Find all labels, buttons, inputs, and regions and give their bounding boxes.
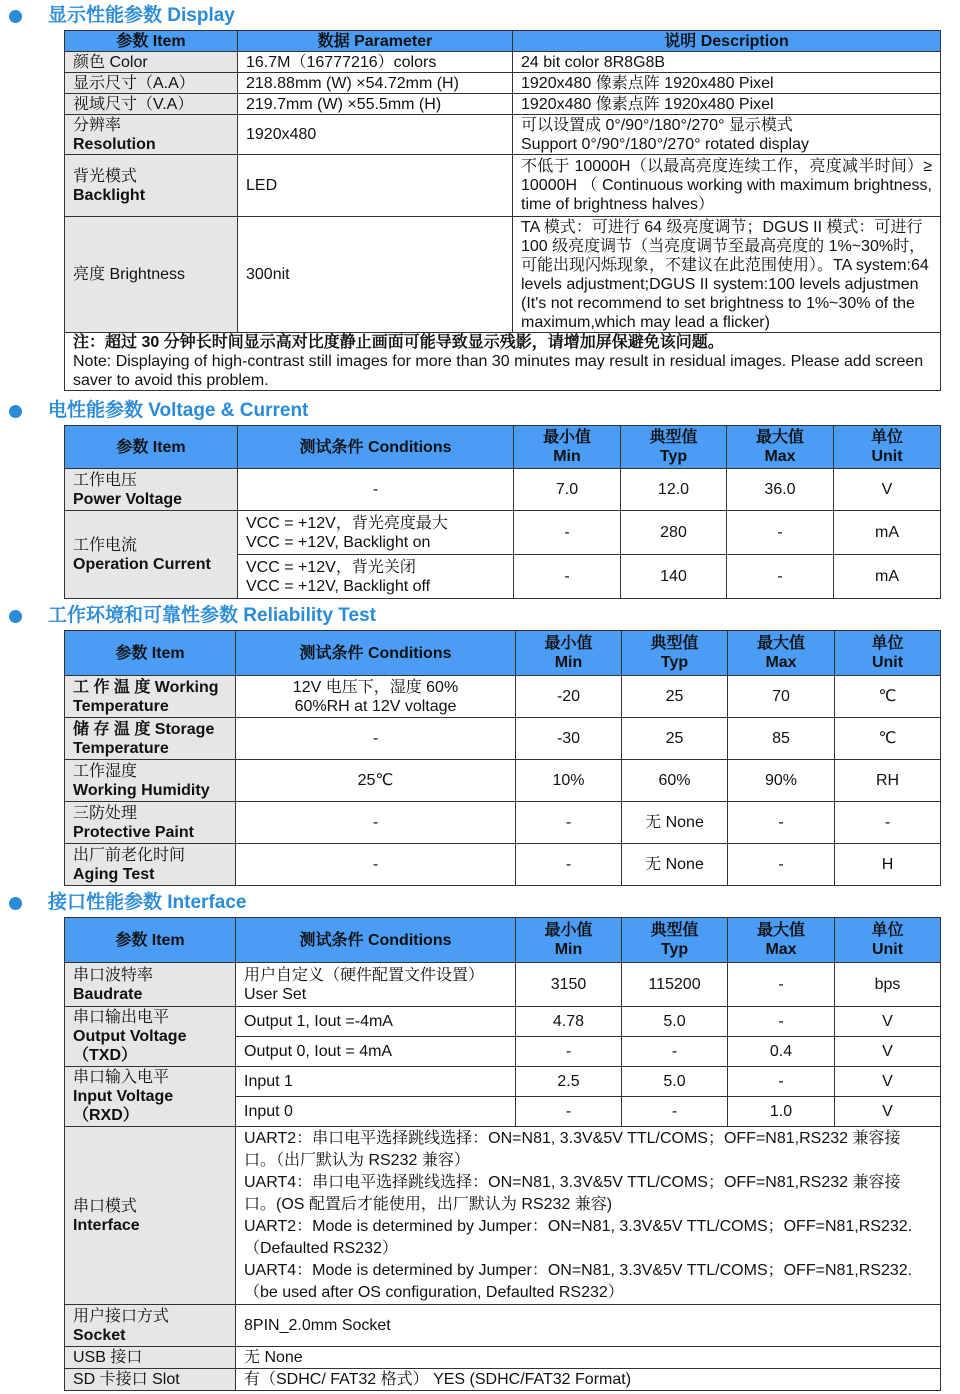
row-unit: - xyxy=(835,802,941,844)
section-reliability-heading xyxy=(0,604,960,628)
header-conditions: 测试条件 Conditions xyxy=(238,426,514,469)
table-row xyxy=(65,1305,941,1347)
row-unit: mA xyxy=(834,555,941,599)
table-row xyxy=(65,1369,941,1391)
row-cond: VCC = +12V，背光亮度最大 VCC = +12V, Backlight on xyxy=(238,511,514,555)
row-typ: 5.0 xyxy=(622,1007,728,1037)
section-title: 电性能参数 Voltage & Current xyxy=(48,400,309,421)
row-cond: - xyxy=(236,802,516,844)
row-min: 7.0 xyxy=(514,469,621,511)
header-typ: 典型值 Typ xyxy=(622,631,728,676)
table-row xyxy=(65,963,941,1007)
row-max: 36.0 xyxy=(727,469,834,511)
row-cond: - xyxy=(238,469,514,511)
table-row xyxy=(65,1067,941,1097)
row-max: 1.0 xyxy=(728,1097,835,1127)
row-mode-desc xyxy=(236,1127,941,1305)
row-item: 背光模式 Backlight xyxy=(65,155,238,217)
voltage-table xyxy=(64,425,941,599)
display-table xyxy=(64,30,941,391)
row-max: - xyxy=(728,844,835,886)
row-unit: H xyxy=(835,844,941,886)
row-desc: 1920x480 像素点阵 1920x480 Pixel xyxy=(513,73,941,94)
row-typ: 140 xyxy=(621,555,727,599)
note-cell xyxy=(65,333,941,391)
row-item: 串口波特率 Baudrate xyxy=(65,963,236,1007)
row-unit: V xyxy=(835,1007,941,1037)
mode-line: UART2：Mode is determined by Jumper：ON=N81, 3.3V&5V TTL/COMS；OFF=N81,RS232.（Defaulted RS232） xyxy=(244,1217,913,1257)
header-conditions: 测试条件 Conditions xyxy=(236,918,516,963)
row-unit: ℃ xyxy=(835,676,941,718)
row-value: 有（SDHC/ FAT32 格式） YES (SDHC/FAT32 Format) xyxy=(236,1369,941,1391)
header-item: 参数 Item xyxy=(65,631,236,676)
table-row xyxy=(65,217,941,333)
row-unit: V xyxy=(835,1097,941,1127)
row-desc: TA 模式：可进行 64 级亮度调节；DGUS II 模式：可进行 100 级亮度调节（当亮度调节至最高亮度的 1%~30%时，可能出现闪烁现象，不建议在此范围使用）。TA system:64 levels adjustment;DGUS II system:100 levels adjustmen (It's not recommend to set brightness to 1%~30% of the maximum,which may lead a flicker) xyxy=(513,217,941,333)
header-unit: 单位 Unit xyxy=(834,426,941,469)
header-unit: 单位 Unit xyxy=(835,631,941,676)
table-row xyxy=(65,469,941,511)
row-item: 工作电压 Power Voltage xyxy=(65,469,238,511)
header-item: 参数 Item xyxy=(65,31,238,52)
row-param: LED xyxy=(238,155,513,217)
row-desc: 可以设置成 0°/90°/180°/270° 显示模式 Support 0°/90°/180°/270° rotated display xyxy=(513,115,941,155)
row-max: 90% xyxy=(728,760,835,802)
row-param: 219.7mm (W) ×55.5mm (H) xyxy=(238,94,513,115)
row-item: 显示尺寸（A.A） xyxy=(65,73,238,94)
row-typ: - xyxy=(622,1097,728,1127)
header-item: 参数 Item xyxy=(65,918,236,963)
section-voltage-heading xyxy=(0,399,960,423)
row-min: 4.78 xyxy=(516,1007,622,1037)
row-min: 3150 xyxy=(516,963,622,1007)
row-item: 储 存 温 度 Storage Temperature xyxy=(65,718,236,760)
section-title: 接口性能参数 Interface xyxy=(48,892,247,913)
row-item: 串口输出电平 Output Voltage （TXD） xyxy=(65,1007,236,1067)
row-typ: 25 xyxy=(622,676,728,718)
row-param: 300nit xyxy=(238,217,513,333)
row-typ: 无 None xyxy=(622,802,728,844)
interface-table xyxy=(64,917,941,1391)
bullet-icon xyxy=(9,897,22,910)
row-item: 串口模式 Interface xyxy=(65,1127,236,1305)
section-interface-heading xyxy=(0,891,960,915)
header-typ: 典型值 Typ xyxy=(621,426,727,469)
header-conditions: 测试条件 Conditions xyxy=(236,631,516,676)
row-min: 2.5 xyxy=(516,1067,622,1097)
row-item: 视域尺寸（V.A） xyxy=(65,94,238,115)
table-header-row xyxy=(65,631,941,676)
row-cond: Output 1, Iout =-4mA xyxy=(236,1007,516,1037)
row-typ: - xyxy=(622,1037,728,1067)
row-max: - xyxy=(727,555,834,599)
header-min: 最小值 Min xyxy=(516,918,622,963)
row-unit: bps xyxy=(835,963,941,1007)
row-typ: 5.0 xyxy=(622,1067,728,1097)
row-item: 分辨率 Resolution xyxy=(65,115,238,155)
header-max: 最大值 Max xyxy=(728,631,835,676)
bullet-icon xyxy=(9,10,22,23)
row-param: 1920x480 xyxy=(238,115,513,155)
table-row xyxy=(65,844,941,886)
row-item: 颜色 Color xyxy=(65,52,238,73)
row-item: 工作湿度 Working Humidity xyxy=(65,760,236,802)
table-row xyxy=(65,73,941,94)
header-description: 说明 Description xyxy=(513,31,941,52)
table-row xyxy=(65,155,941,217)
row-min: -20 xyxy=(516,676,622,718)
row-min: - xyxy=(514,511,621,555)
row-item: 工 作 温 度 Working Temperature xyxy=(65,676,236,718)
table-row xyxy=(65,115,941,155)
row-item: 亮度 Brightness xyxy=(65,217,238,333)
row-item: 工作电流 Operation Current xyxy=(65,511,238,599)
row-unit: mA xyxy=(834,511,941,555)
row-cond: Input 0 xyxy=(236,1097,516,1127)
row-min: - xyxy=(516,1097,622,1127)
row-cond: - xyxy=(236,844,516,886)
table-row xyxy=(65,760,941,802)
section-title: 工作环境和可靠性参数 Reliability Test xyxy=(48,605,376,626)
row-cond: Output 0, Iout = 4mA xyxy=(236,1037,516,1067)
row-max: 85 xyxy=(728,718,835,760)
row-unit: V xyxy=(834,469,941,511)
header-max: 最大值 Max xyxy=(727,426,834,469)
row-typ: 无 None xyxy=(622,844,728,886)
row-cond: VCC = +12V，背光关闭 VCC = +12V, Backlight off xyxy=(238,555,514,599)
row-cond: 用户自定义（硬件配置文件设置） User Set xyxy=(236,963,516,1007)
table-row xyxy=(65,1007,941,1037)
row-unit: ℃ xyxy=(835,718,941,760)
row-max: 0.4 xyxy=(728,1037,835,1067)
section-display-heading xyxy=(0,4,960,28)
row-min: - xyxy=(516,844,622,886)
row-min: - xyxy=(514,555,621,599)
table-row xyxy=(65,94,941,115)
row-min: - xyxy=(516,1037,622,1067)
row-cond: Input 1 xyxy=(236,1067,516,1097)
table-row xyxy=(65,52,941,73)
bullet-icon xyxy=(9,610,22,623)
table-row xyxy=(65,718,941,760)
row-desc: 24 bit color 8R8G8B xyxy=(513,52,941,73)
table-header-row xyxy=(65,31,941,52)
row-max: - xyxy=(728,1007,835,1037)
row-param: 16.7M（16777216）colors xyxy=(238,52,513,73)
row-unit: V xyxy=(835,1037,941,1067)
row-min: 10% xyxy=(516,760,622,802)
table-header-row xyxy=(65,918,941,963)
row-typ: 25 xyxy=(622,718,728,760)
row-item: 用户接口方式 Socket xyxy=(65,1305,236,1347)
reliability-table xyxy=(64,630,941,886)
row-min: -30 xyxy=(516,718,622,760)
mode-line: UART4：串口电平选择跳线选择：ON=N81, 3.3V&5V TTL/COMS；OFF=N81,RS232 兼容接口。(OS 配置后才能使用，出厂默认为 RS232 兼容) xyxy=(244,1173,901,1213)
header-min: 最小值 Min xyxy=(514,426,621,469)
row-cond: 12V 电压下，湿度 60% 60%RH at 12V voltage xyxy=(236,676,516,718)
row-typ: 280 xyxy=(621,511,727,555)
header-min: 最小值 Min xyxy=(516,631,622,676)
row-item: SD 卡接口 Slot xyxy=(65,1369,236,1391)
row-item: USB 接口 xyxy=(65,1347,236,1369)
row-typ: 12.0 xyxy=(621,469,727,511)
row-value: 无 None xyxy=(236,1347,941,1369)
table-row xyxy=(65,676,941,718)
row-value: 8PIN_2.0mm Socket xyxy=(236,1305,941,1347)
note-row xyxy=(65,333,941,391)
row-desc: 1920x480 像素点阵 1920x480 Pixel xyxy=(513,94,941,115)
header-max: 最大值 Max xyxy=(728,918,835,963)
mode-line: UART4：Mode is determined by Jumper：ON=N81, 3.3V&5V TTL/COMS；OFF=N81,RS232.（be used after OS configuration, Defaulted RS232） xyxy=(244,1261,913,1301)
row-cond: 25℃ xyxy=(236,760,516,802)
row-max: - xyxy=(728,802,835,844)
row-item: 出厂前老化时间 Aging Test xyxy=(65,844,236,886)
header-item: 参数 Item xyxy=(65,426,238,469)
note-en: Note: Displaying of high-contrast still images for more than 30 minutes may result in residual images. Please add screen saver to avoid this problem. xyxy=(73,353,924,389)
row-item: 三防处理 Protective Paint xyxy=(65,802,236,844)
header-typ: 典型值 Typ xyxy=(622,918,728,963)
row-item: 串口输入电平 Input Voltage （RXD） xyxy=(65,1067,236,1127)
note-cn: 注：超过 30 分钟长时间显示高对比度静止画面可能导致显示残影，请增加屏保避免该问题。 xyxy=(73,334,724,351)
row-unit: V xyxy=(835,1067,941,1097)
row-max: - xyxy=(727,511,834,555)
mode-line: UART2：串口电平选择跳线选择：ON=N81, 3.3V&5V TTL/COMS；OFF=N81,RS232 兼容接口。（出厂默认为 RS232 兼容） xyxy=(244,1129,901,1169)
row-typ: 60% xyxy=(622,760,728,802)
row-param: 218.88mm (W) ×54.72mm (H) xyxy=(238,73,513,94)
table-row xyxy=(65,1127,941,1305)
section-title: 显示性能参数 Display xyxy=(48,5,235,26)
row-max: - xyxy=(728,963,835,1007)
row-typ: 115200 xyxy=(622,963,728,1007)
table-header-row xyxy=(65,426,941,469)
row-min: - xyxy=(516,802,622,844)
table-row xyxy=(65,1347,941,1369)
header-parameter: 数据 Parameter xyxy=(238,31,513,52)
table-row xyxy=(65,802,941,844)
row-max: 70 xyxy=(728,676,835,718)
row-desc: 不低于 10000H（以最高亮度连续工作，亮度减半时间）≥ 10000H （ Continuous working with maximum brightness, time of brightness halves） xyxy=(513,155,941,217)
header-unit: 单位 Unit xyxy=(835,918,941,963)
table-row xyxy=(65,511,941,555)
row-cond: - xyxy=(236,718,516,760)
row-unit: RH xyxy=(835,760,941,802)
row-max: - xyxy=(728,1067,835,1097)
bullet-icon xyxy=(9,405,22,418)
